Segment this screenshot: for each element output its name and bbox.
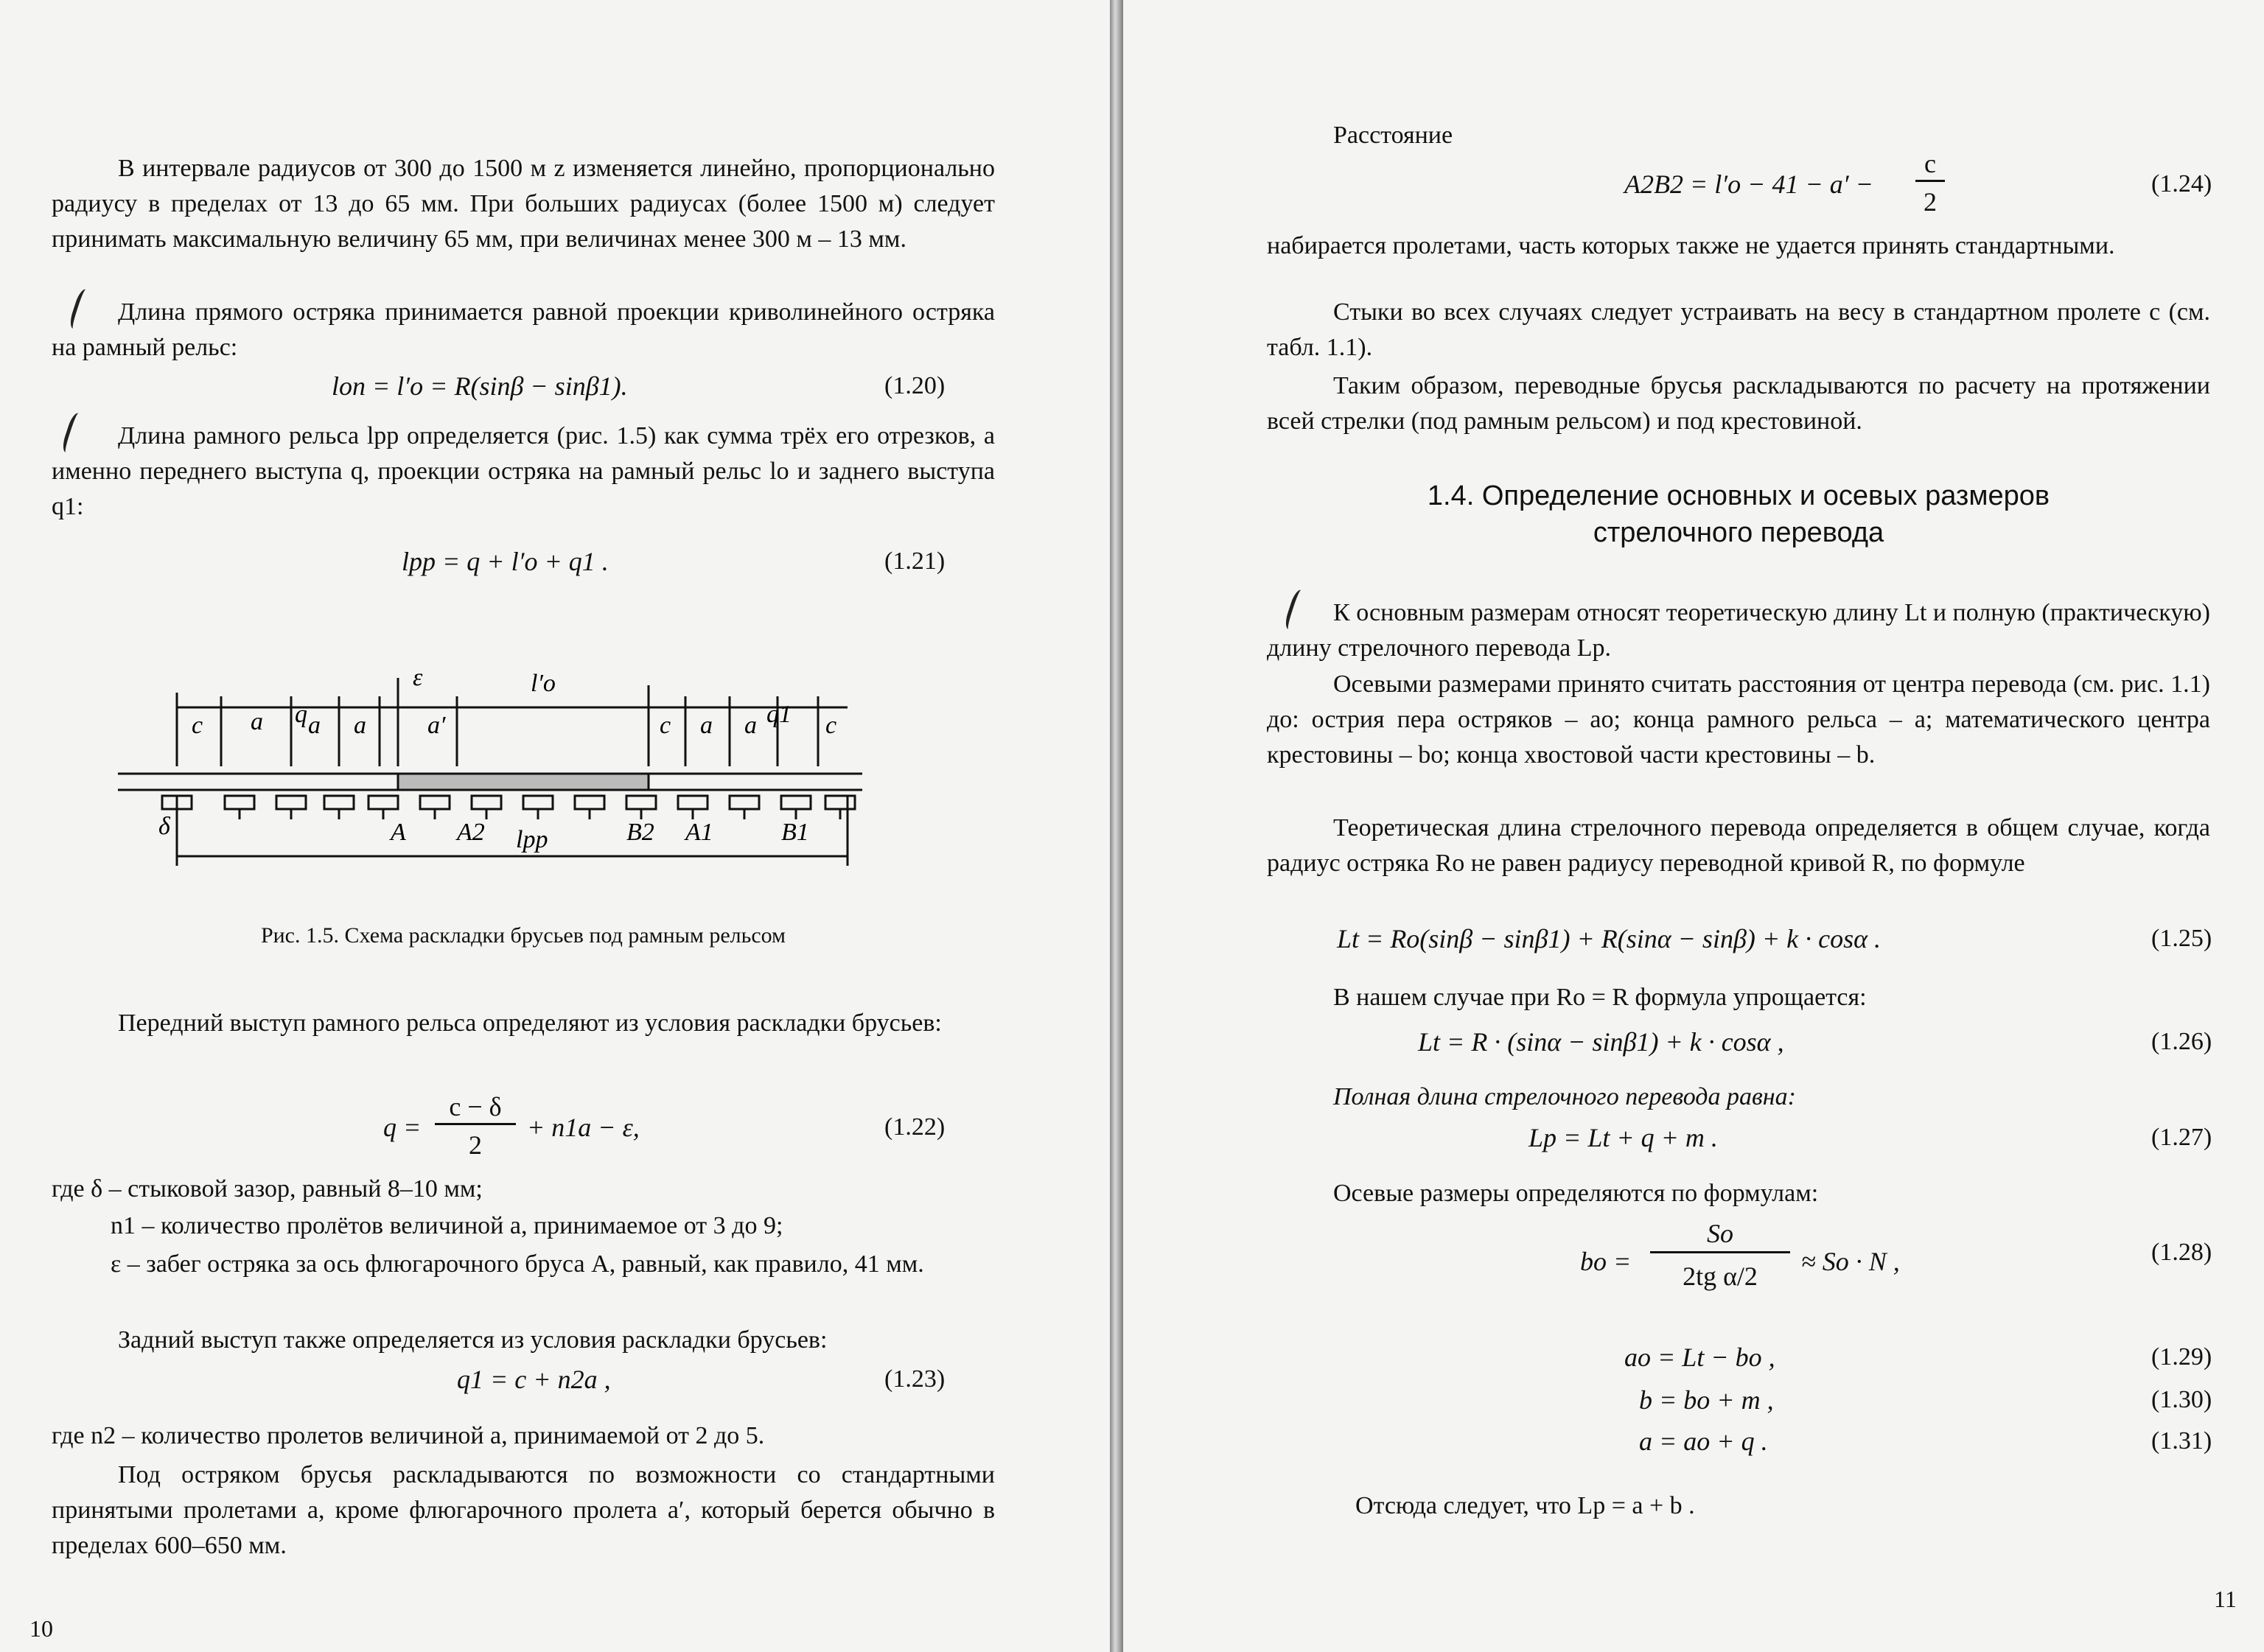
- equation-number-1-22: (1.22): [884, 1113, 946, 1141]
- equation-number-1-30: (1.30): [2151, 1386, 2212, 1413]
- equation-number-1-29: (1.29): [2151, 1343, 2212, 1371]
- equation-1-23: q1 = c + n2a ,: [457, 1365, 611, 1394]
- right-para-9: Полная длина стрелочного перевода равна:: [1333, 1083, 1796, 1110]
- eq-1-22-numerator: c − δ: [435, 1091, 516, 1125]
- where-n1: n1 – количество пролётов величиной a, принимаемое от 3 до 9;: [111, 1212, 783, 1239]
- equation-number-1-20: (1.20): [884, 372, 946, 399]
- right-para-8: В нашем случае при Rо = R формула упрощается:: [1333, 984, 1867, 1011]
- equation-1-30: b = bо + m ,: [1639, 1385, 1774, 1415]
- right-para-6: Осевыми размерами принято считать расстояния от центра перевода (см. рис. 1.1) до: острия пера остряков – aо; конца рамного рельса – a; математического центра крестовины – bо; конца хвостовой части крестовины – b.: [1267, 671, 2210, 769]
- fig-label-q1: q1: [766, 701, 792, 728]
- equation-number-1-26: (1.26): [2151, 1028, 2212, 1055]
- eq-1-22-denominator: 2: [469, 1130, 482, 1160]
- right-para-1: Расстояние: [1333, 122, 1453, 149]
- equation-1-20: lоп = l′о = R(sinβ − sinβ1).: [332, 371, 628, 401]
- fig-label-lpp: lpp: [516, 826, 548, 853]
- equation-number-1-25: (1.25): [2151, 925, 2212, 952]
- fig-label-a-4: a: [700, 712, 713, 739]
- fig-label-q: q: [295, 701, 307, 728]
- book-spine: [1110, 0, 1123, 1652]
- where-eps: ε – забег остряка за ось флюгарочного бруса A, равный, как правило, 41 мм.: [111, 1250, 924, 1278]
- equation-number-1-31: (1.31): [2151, 1427, 2212, 1455]
- equation-1-26: Lt = R · (sinα − sinβ1) + k · cosα ,: [1418, 1027, 1784, 1057]
- eq-1-24-denominator: 2: [1924, 187, 1937, 217]
- fig-label-eps: ε: [413, 664, 423, 691]
- right-para-10: Осевые размеры определяются по формулам:: [1333, 1180, 1819, 1207]
- equation-number-1-27: (1.27): [2151, 1124, 2212, 1151]
- left-para-3: Длина рамного рельса lрр определяется (рис. 1.5) как сумма трёх его отрезков, а именно переднего выступа q, проекции остряка на рамный рельс lо и заднего выступа q1:: [52, 422, 995, 520]
- fig-label-a-5: a: [744, 712, 757, 739]
- where-n2: где n2 – количество пролетов величиной a, принимаемой от 2 до 5.: [52, 1422, 765, 1449]
- left-page: [0, 0, 1110, 1652]
- equation-1-25: Lt = Rо(sinβ − sinβ1) + R(sinα − sinβ) + k · cosα .: [1337, 924, 1882, 953]
- fig-label-A2: A2: [457, 819, 485, 846]
- right-para-11: Отсюда следует, что Lp = a + b .: [1355, 1492, 1695, 1519]
- eq-1-28-numerator: Sо: [1650, 1216, 1790, 1253]
- right-para-7: Теоретическая длина стрелочного перевода определяется в общем случае, когда радиус остряка Rо не равен радиусу переводной кривой R, по формуле: [1267, 814, 2210, 877]
- equation-number-1-28: (1.28): [2151, 1239, 2212, 1266]
- fig-label-lo-prime: l′о: [531, 670, 556, 697]
- left-para-2: Длина прямого остряка принимается равной проекции криволинейного остряка на рамный рельс:: [52, 298, 995, 361]
- fig-label-A: A: [391, 819, 406, 846]
- eq-1-28-lhs: bо =: [1580, 1247, 1632, 1276]
- equation-1-21: lрр = q + l′о + q1 .: [402, 547, 609, 576]
- eq-1-24-numerator: c: [1915, 147, 1945, 182]
- eq-1-28-rhs: ≈ Sо · N ,: [1801, 1247, 1900, 1276]
- page-number-left: 10: [29, 1615, 53, 1642]
- fig-label-a-2: a: [308, 712, 321, 739]
- right-para-4: Таким образом, переводные брусья раскладываются по расчету на протяжении всей стрелки (под рамным рельсом) и под крестовиной.: [1267, 372, 2210, 435]
- equation-1-29: aо = Lt − bо ,: [1624, 1343, 1775, 1372]
- fig-label-a-3: a: [354, 712, 366, 739]
- fig-label-A1: A1: [685, 819, 713, 846]
- figure-tie-layout: [118, 663, 862, 877]
- eq-1-28-denominator: 2tg α/2: [1683, 1261, 1758, 1291]
- fig-label-delta: δ: [158, 813, 170, 840]
- fig-label-B1: B1: [781, 819, 809, 846]
- equation-number-1-24: (1.24): [2151, 170, 2212, 197]
- left-para-5: Задний выступ также определяется из условия раскладки брусьев:: [118, 1326, 828, 1354]
- section-heading-line-1: 1.4. Определение основных и осевых размеров: [1427, 480, 2050, 511]
- left-para-1: В интервале радиусов от 300 до 1500 м z изменяется линейно, пропорционально радиусу в пределах от 13 до 65 мм. При больших радиусах (более 1500 м) следует принимать максимальную величину 65 мм, при величинах менее 300 м – 13 мм.: [52, 155, 995, 253]
- fig-label-c-left: c: [192, 712, 203, 739]
- eq-1-22-rhs: + n1a − ε,: [527, 1113, 640, 1142]
- left-para-6: Под остряком брусья раскладываются по возможности со стандартными принятыми пролетами a, кроме флюгарочного пролета a′, который берется обычно в пределах 600–650 мм.: [52, 1461, 995, 1559]
- fig-label-B2: B2: [626, 819, 654, 846]
- right-para-3: Стыки во всех случаях следует устраивать на весу в стандартном пролете c (см. табл. 1.1).: [1267, 298, 2210, 361]
- eq-1-22-lhs: q =: [383, 1113, 422, 1142]
- right-para-2: набирается пролетами, часть которых также не удается принять стандартными.: [1267, 232, 2115, 259]
- figure-caption: Рис. 1.5. Схема раскладки брусьев под рамным рельсом: [260, 923, 786, 948]
- equation-1-27: Lp = Lt + q + m .: [1528, 1123, 1718, 1152]
- page-number-right: 11: [2214, 1586, 2237, 1612]
- where-delta: где δ – стыковой зазор, равный 8–10 мм;: [52, 1175, 483, 1203]
- right-para-5: К основным размерам относят теоретическую длину Lt и полную (практическую) длину стрелочного перевода Lp.: [1267, 599, 2210, 662]
- eq-1-24-lhs: A2B2 = l′о − 41 − a′ −: [1624, 169, 1873, 199]
- right-page: [1123, 0, 2264, 1652]
- fig-label-c-mid: c: [660, 712, 671, 739]
- fig-label-a-1: a: [251, 708, 263, 735]
- fig-label-c-right: c: [825, 712, 837, 739]
- equation-1-31: a = aо + q .: [1639, 1427, 1768, 1456]
- fig-label-a-prime: a′: [427, 712, 446, 739]
- equation-number-1-21: (1.21): [884, 547, 946, 575]
- section-heading-line-2: стрелочного перевода: [1593, 517, 1884, 548]
- left-para-4: Передний выступ рамного рельса определяют из условия раскладки брусьев:: [118, 1009, 942, 1037]
- equation-number-1-23: (1.23): [884, 1365, 946, 1393]
